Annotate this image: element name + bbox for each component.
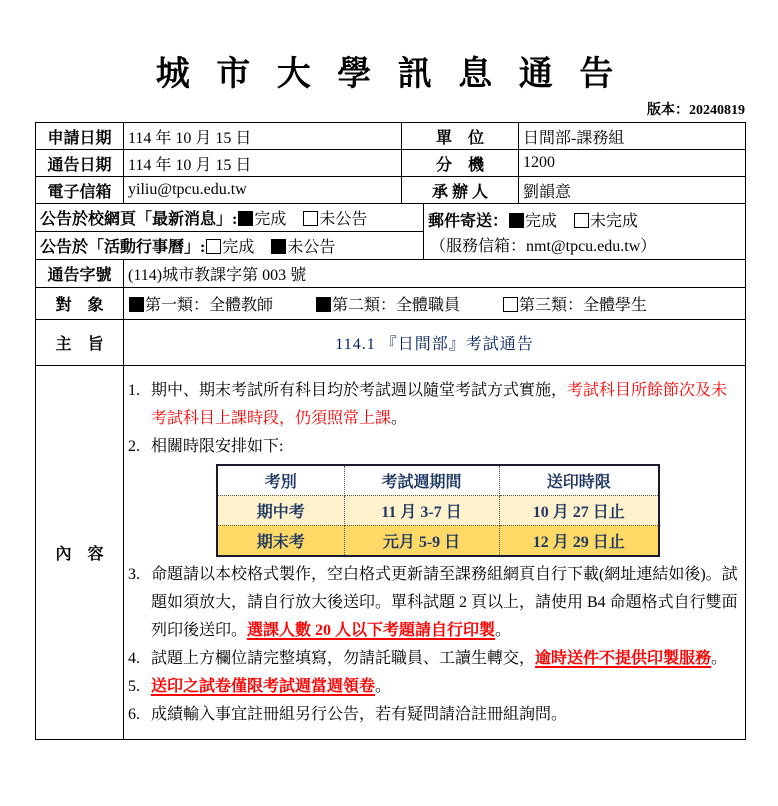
checkbox-mail-notdone-icon — [574, 213, 589, 228]
checkbox-audience-teachers-icon — [129, 297, 144, 312]
exam-col-week: 考試週期間 — [344, 465, 499, 496]
exam-col-deadline: 送印時限 — [499, 465, 659, 496]
email-label: 電子信箱 — [36, 177, 124, 204]
extension-value: 1200 — [519, 150, 746, 177]
red-underline-text: 選課人數 20 人以下考題請自行印製 — [247, 621, 496, 639]
announce-calendar-done-text: 完成 — [222, 239, 255, 256]
checkbox-web-notposted-icon — [303, 211, 318, 226]
row-subject — [36, 320, 746, 366]
audience-teachers-text: 第一類：全體教師 — [145, 297, 274, 314]
mail-send-cell — [424, 204, 746, 260]
content-cell — [124, 366, 746, 740]
officer-label: 承 辦 人 — [402, 177, 519, 204]
row-announce-web — [36, 204, 746, 232]
exam-schedule-table — [216, 464, 660, 557]
extension-label: 分 機 — [402, 150, 519, 177]
red-underline-text: 逾時送件不提供印製服務 — [535, 649, 712, 667]
checkbox-mail-done-icon — [509, 213, 524, 228]
unit-value: 日間部-課務組 — [519, 123, 746, 150]
mail-send-line — [428, 208, 741, 231]
announce-calendar-label: 公告於「活動行事曆」: — [40, 239, 206, 256]
unit-label: 單 位 — [402, 123, 519, 150]
checkbox-calendar-notposted-icon — [271, 239, 286, 254]
content-item-2: 2. 相關時限安排如下: — [128, 437, 284, 455]
announce-calendar-notposted-text: 未公告 — [287, 239, 336, 256]
mail-service-note: （服務信箱：nmt@tpcu.edu.tw） — [430, 237, 657, 255]
mail-send-label: 郵件寄送： — [428, 212, 509, 230]
row-apply-date — [36, 123, 746, 150]
officer-value: 劉韻意 — [519, 177, 746, 204]
notice-form-table — [35, 122, 746, 740]
audience-cell — [124, 288, 746, 320]
subject-label: 主 旨 — [36, 320, 124, 366]
announce-web-label: 公告於校網頁「最新消息」: — [40, 211, 238, 228]
content-item-6: 6. 成績輸入事宜註冊組另行公告，若有疑問請洽註冊組詢問。 — [128, 705, 568, 723]
mail-done-text: 完成 — [525, 212, 558, 230]
exam-row-final: 期末考 元月 5-9 日 12 月 29 日止 — [217, 525, 659, 556]
version-label: 版本：20240819 — [647, 103, 745, 118]
row-content — [36, 366, 746, 740]
exam-row-midterm: 期中考 11 月 3-7 日 10 月 27 日止 — [217, 495, 659, 525]
checkbox-web-done-icon — [238, 211, 253, 226]
content-label: 內 容 — [36, 366, 124, 740]
row-notice-date — [36, 150, 746, 177]
announce-web-notposted-text: 未公告 — [319, 211, 368, 228]
audience-label: 對 象 — [36, 288, 124, 320]
audience-staff-text: 第二類：全體職員 — [332, 297, 461, 314]
checkbox-calendar-done-icon — [206, 239, 221, 254]
mail-notdone-text: 未完成 — [590, 212, 639, 230]
notice-date-value: 114 年 10 月 15 日 — [124, 150, 402, 177]
checkbox-audience-students-icon — [503, 297, 518, 312]
announce-web-done-text: 完成 — [254, 211, 287, 228]
row-notice-number — [36, 260, 746, 288]
page-title: 城 市 大 學 訊 息 通 告 — [155, 56, 623, 93]
red-highlight-text: 考試科目所餘節次及未考試科目上課時段，仍須照常上課 — [151, 381, 728, 427]
announce-calendar-cell — [36, 232, 424, 260]
email-value: yiliu@tpcu.edu.tw — [124, 177, 402, 204]
apply-date-label: 申請日期 — [36, 123, 124, 150]
row-audience — [36, 288, 746, 320]
red-underline-text: 送印之試卷僅限考試週當週領卷 — [151, 677, 376, 695]
announce-web-cell — [36, 204, 424, 232]
notice-number-label: 通告字號 — [36, 260, 124, 288]
notice-date-label: 通告日期 — [36, 150, 124, 177]
content-item-4: 4. 試題上方欄位請完整填寫，勿請託職員、工讀生轉交，逾時送件不提供印製服務。 — [128, 649, 728, 667]
checkbox-audience-staff-icon — [316, 297, 331, 312]
exam-col-type: 考別 — [217, 465, 344, 496]
audience-students-text: 第三類：全體學生 — [519, 297, 648, 314]
notice-number-value: (114)城市教課字第 003 號 — [124, 260, 746, 288]
row-email — [36, 177, 746, 204]
content-item-3: 3. 命題請以本校格式製作，空白格式更新請至課務組網頁自行下載(網址連結如後)。試題如須放大，請自行放大後送印。單科試題 2 頁以上，請使用 B4 命題格式自行雙面列印後送印。選課人數 20 人以下考題請自行印製。 — [128, 565, 738, 639]
content-item-1: 1. 期中、期末考試所有科目均於考試週以隨堂考試方式實施，考試科目所餘節次及未考試科目上課時段，仍須照常上課。 — [128, 381, 728, 427]
apply-date-value: 114 年 10 月 15 日 — [124, 123, 402, 150]
exam-table-header-row — [217, 465, 659, 496]
subject-value: 114.1 『日間部』考試通告 — [124, 320, 746, 366]
content-item-5: 5. 送印之試卷僅限考試週當週領卷。 — [128, 677, 392, 695]
